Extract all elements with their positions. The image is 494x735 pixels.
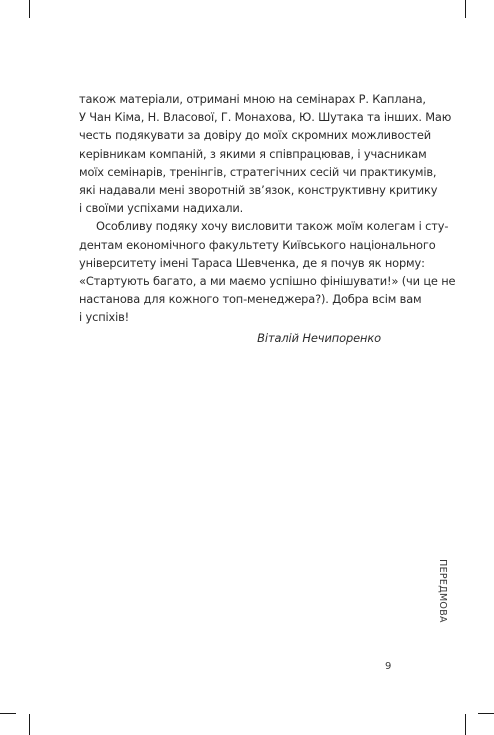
crop-mark-bottom-left — [29, 714, 30, 735]
page-number: 9 — [385, 661, 392, 672]
text-line: моїх семінарів, тренінгів, стратегічних сесій чи практикумів, — [79, 164, 437, 179]
text-line: дентам економічного факультету Київського національного — [79, 237, 436, 252]
text-line: і своїми успіхами надихали. — [79, 201, 244, 216]
crop-mark-bottom-right-horizontal — [478, 713, 494, 714]
text-line: честь подякувати за довіру до моїх скромних можливостей — [79, 128, 432, 143]
crop-mark-top-right — [465, 0, 466, 18]
text-line: Особливу подяку хочу висловити також моїм колегам і сту- — [96, 219, 449, 234]
paragraph-1 — [79, 90, 452, 217]
body-text — [79, 90, 456, 327]
text-line: керівникам компаній, з якими я співпрацював, і учасникам — [79, 146, 427, 161]
text-line: і успіхів! — [79, 310, 130, 325]
crop-mark-top-left — [29, 0, 30, 18]
author-signature: Віталій Нечипоренко — [257, 331, 381, 345]
text-line: «Стартують багато, а ми маємо успішно фінішувати!» (чи це не — [79, 274, 456, 289]
text-line: університету імені Тараса Шевченка, де я почув як норму: — [79, 255, 425, 270]
text-line: також матеріали, отримані мною на семінарах Р. Каплана, — [79, 92, 426, 106]
text-line: У Чан Кіма, Н. Власової, Г. Монахова, Ю. Шутака та інших. Маю — [79, 110, 452, 125]
paragraph-2 — [79, 217, 456, 326]
crop-mark-bottom-left-horizontal — [0, 713, 16, 714]
text-line: настанова для кожного топ-менеджера?). Добра всім вам — [79, 292, 422, 307]
running-head: ПЕРЕДМОВА — [437, 559, 448, 623]
text-line: які надавали мені зворотній зв’язок, конструктивну критику — [79, 183, 438, 198]
crop-mark-bottom-right — [465, 714, 466, 735]
